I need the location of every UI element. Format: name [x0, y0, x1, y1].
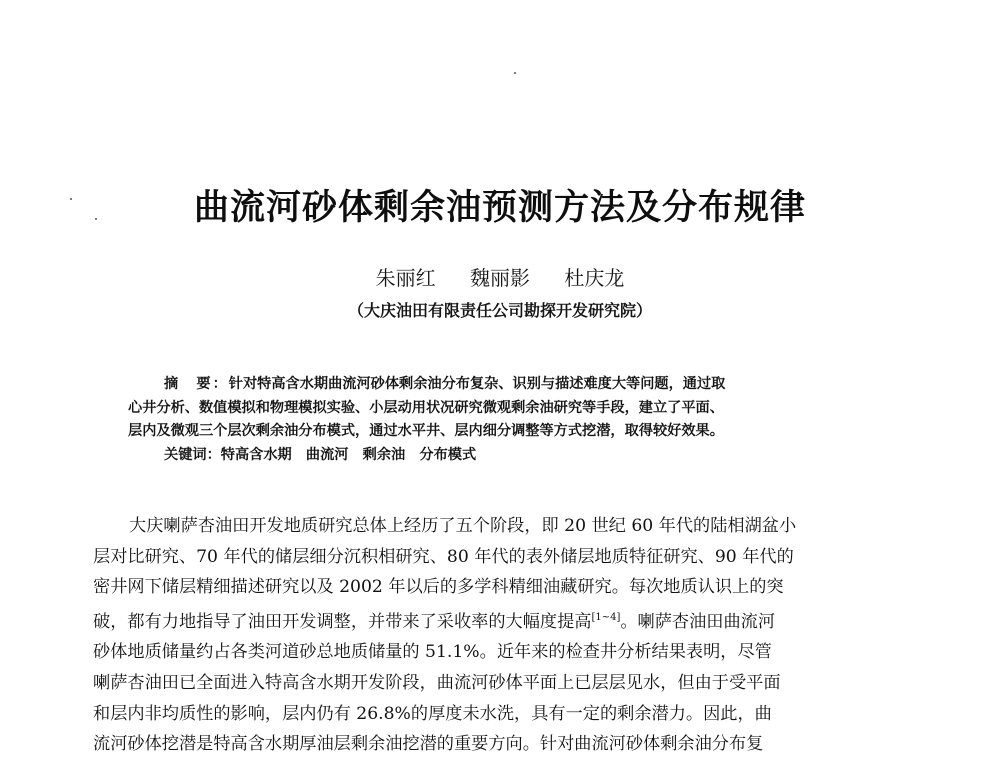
abstract-line-1 [128, 373, 863, 397]
abstract-text: 针对特高含水期曲流河砂体剩余油分布复杂、识别与描述难度大等问题，通过取 [228, 376, 726, 392]
body-line: 密井网下储层精细描述研究以及 2002 年以后的多学科精细油藏研究。每次地质认识上的突 [93, 577, 784, 598]
body-line: 和层内非均质性的影响，层内仍有 26.8%的厚度未水洗，具有一定的剩余潜力。因此，曲 [93, 703, 772, 724]
author-affiliation: （大庆油田有限责任公司勘探开发研究院） [347, 301, 652, 320]
body-line: 大庆喇萨杏油田开发地质研究总体上经历了五个阶段，即 20 世纪 60 年代的陆相湖盆小 [129, 516, 797, 536]
body-line [93, 603, 905, 638]
abstract-label: 摘 要： [164, 376, 229, 392]
keywords-text: 特高含水期 曲流河 剩余油 分布模式 [220, 446, 477, 463]
citation-reference: [1~4] [591, 611, 621, 623]
author-name: 魏丽影 [470, 266, 530, 290]
author-name: 杜庆龙 [564, 266, 625, 290]
author-name: 朱丽红 [375, 266, 436, 290]
abstract-block [128, 373, 863, 467]
author-list [0, 262, 1000, 291]
body-text-segment: 。喇萨杏油田曲流河 [620, 611, 776, 632]
body-paragraph [93, 511, 905, 760]
body-text-segment: 破，都有力地指导了油田开发调整，并带来了采收率的大幅度提高 [93, 611, 592, 632]
body-line: 砂体地质储量约占各类河道砂总地质储量的 51.1%。近年来的检查井分析结果表明，尽管 [93, 642, 772, 663]
keywords-line [128, 444, 863, 468]
abstract-line-2: 心井分析、数值模拟和物理模拟实验、小层动用状况研究微观剩余油研究等手段，建立了平面、 [128, 399, 724, 416]
body-line: 流河砂体挖潜是特高含水期厚油层剩余油挖潜的重要方向。针对曲流河砂体剩余油分布复 [93, 734, 764, 755]
body-line: 层对比研究、70 年代的储层细分沉积相研究、80 年代的表外储层地质特征研究、90 年代的 [93, 546, 794, 567]
keywords-label: 关键词： [164, 446, 221, 463]
paper-title: 曲流河砂体剩余油预测方法及分布规律 [193, 188, 806, 228]
body-line: 喇萨杏油田已全面进入特高含水期开发阶段，曲流河砂体平面上已层层见水，但由于受平面 [93, 672, 781, 693]
scan-speck [514, 72, 516, 74]
abstract-line-3: 层内及微观三个层次剩余油分布模式，通过水平井、层内细分调整等方式挖潜，取得较好效果。 [128, 423, 724, 439]
